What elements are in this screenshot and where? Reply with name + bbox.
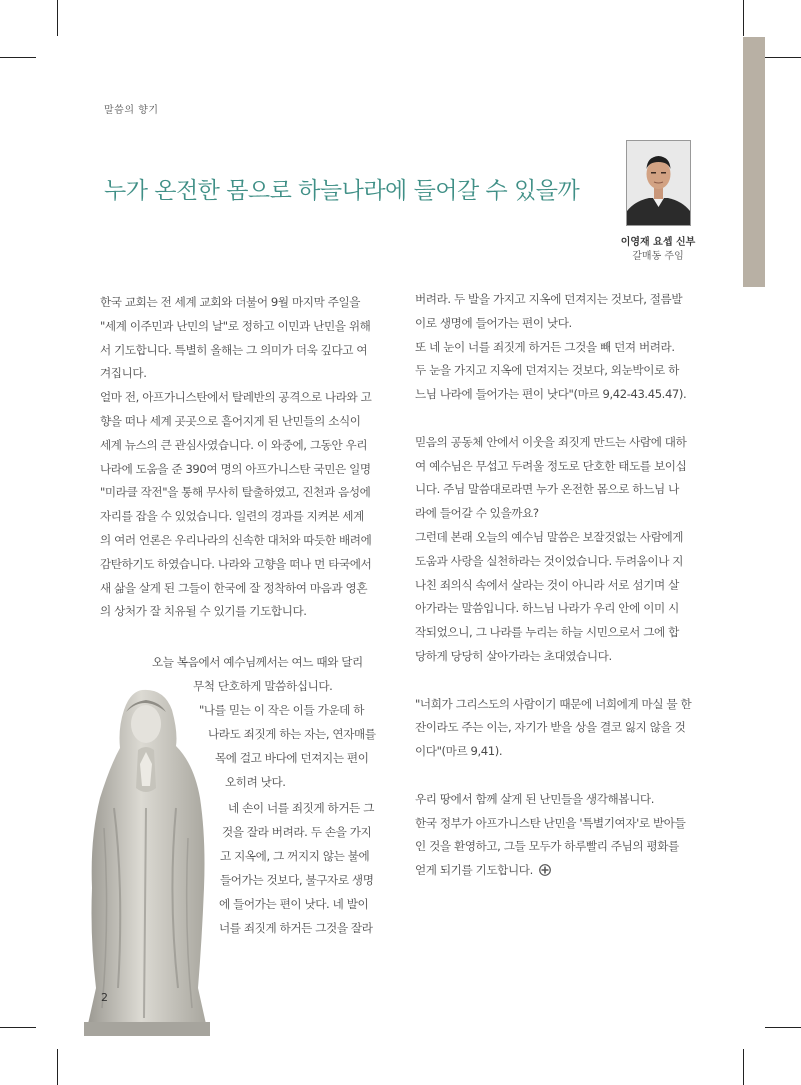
text-line: 한국 교회는 전 세계 교회와 더불어 9월 마지막 주일을 — [100, 295, 361, 309]
crop-mark — [765, 57, 801, 58]
text-line: 겨집니다. — [100, 366, 147, 381]
gospel-quote — [222, 821, 371, 845]
text-line: 고 지옥에, 그 꺼지지 않는 불에 — [220, 849, 370, 863]
text-line: 향을 떠나 세계 곳곳으로 흩어지게 된 난민들의 소식이 — [100, 413, 361, 428]
gospel-quote — [220, 845, 369, 869]
text-line: 새 삶을 살게 된 그들이 한국에 잘 정착하여 마음과 영혼 — [100, 580, 368, 595]
text-line: 한국 정부가 아프가니스탄 난민을 '특별기여자'로 받아들 — [415, 815, 686, 830]
text-line: 세계 뉴스의 큰 관심사였습니다. 이 와중에, 그동안 우리 — [100, 437, 368, 452]
text-line: 서 기도합니다. 특별히 올해는 그 의미가 더욱 깊다고 여 — [100, 342, 368, 357]
page-number: 2 — [101, 991, 108, 1004]
text-line: 도움과 사랑을 실천하라는 것이었습니다. 두려움이나 지 — [415, 553, 684, 568]
text-line: 목에 걸고 바다에 던져지는 편이 — [215, 751, 369, 765]
text-line: 나라도 죄짓게 하는 자는, 연자매를 — [208, 727, 376, 741]
text-line: 잔이라도 주는 이는, 자기가 받을 상을 결코 잃지 않을 것 — [415, 720, 686, 735]
text-line: 두 눈을 가지고 지옥에 던져지는 것보다, 외눈박이로 하 — [415, 363, 679, 378]
text-line: 의 상처가 잘 치유될 수 있기를 기도합니다. — [100, 604, 307, 619]
crop-mark — [0, 57, 36, 58]
text-line: 에 들어가는 편이 낫다. 네 발이 — [219, 897, 369, 911]
text-line — [415, 859, 705, 883]
text-line: 라에 들어갈 수 있을까요? — [415, 506, 539, 521]
crop-mark — [743, 0, 744, 36]
article-title: 누가 온전한 몸으로 하늘나라에 들어갈 수 있을까 — [104, 178, 580, 204]
text-line: 들어가는 것보다, 불구자로 생명 — [220, 873, 374, 887]
text-line: 우리 땅에서 함께 살게 된 난민들을 생각해봅니다. — [415, 791, 654, 806]
text-line: 믿음의 공동체 안에서 이웃을 죄짓게 만드는 사람에 대하 — [415, 434, 687, 449]
text-line: "세계 이주민과 난민의 날"로 정하고 이민과 난민을 위해 — [100, 318, 371, 333]
crop-mark — [743, 1049, 744, 1085]
text-line: 당하게 당당히 살아가라는 초대였습니다. — [415, 648, 612, 663]
text-line: "미라클 작전"을 통해 무사히 탈출하였고, 진천과 음성에 — [100, 485, 371, 500]
text-line: 것을 잘라 버려라. 두 손을 가지 — [222, 825, 372, 839]
gospel-quote — [199, 699, 364, 723]
gospel-quote — [228, 797, 374, 821]
text-line: 너를 죄짓게 하거든 그것을 잘라 — [219, 921, 373, 935]
text-line: 나라에 도움을 준 390여 명의 아프가니스탄 국민은 일명 — [100, 461, 371, 476]
text-line-content: 얻게 되기를 기도합니다. — [415, 863, 533, 878]
gospel-quote — [215, 747, 369, 771]
text-line: 여 예수님은 무섭고 두려울 정도로 단호한 태도를 보이십 — [415, 458, 687, 473]
crop-mark — [0, 1027, 36, 1028]
crop-mark — [57, 0, 58, 36]
section-label: 말씀의 향기 — [104, 105, 159, 116]
gospel-quote — [219, 917, 373, 941]
crop-mark — [57, 1049, 58, 1085]
text-line: 이다"(마르 9,41). — [415, 744, 503, 759]
gospel-quote — [208, 723, 376, 747]
paragraph-gap — [415, 669, 705, 693]
text-line: "너희가 그리스도의 사람이기 때문에 너희에게 마실 물 한 — [415, 696, 692, 711]
text-line: 인 것을 환영하고, 그들 모두가 하루빨리 주님의 평화를 — [415, 839, 679, 854]
text-line: 작되었으니, 그 나라를 누리는 하늘 시민으로서 그에 합 — [415, 625, 679, 640]
crop-mark — [765, 1027, 801, 1028]
right-column — [415, 288, 705, 883]
text-line: 자리를 잡을 수 있었습니다. 일련의 경과를 지켜본 세계 — [100, 509, 364, 524]
text-line: 의 여러 언론은 우리나라의 신속한 대처와 따듯한 배려에 — [100, 532, 372, 547]
page-edge-tab — [743, 37, 765, 287]
text-line: 아가라는 말씀입니다. 하느님 나라가 우리 안에 이미 시 — [415, 601, 679, 616]
text-line: 느님 나라에 들어가는 편이 낫다"(마르 9,42-43.45.47). — [415, 387, 687, 402]
text-line: 그런데 본래 오늘의 예수님 말씀은 보잘것없는 사람에게 — [415, 529, 684, 544]
text-line: 나친 죄의식 속에서 살라는 것이 아니라 서로 섬기며 살 — [415, 577, 679, 592]
text-line: 이로 생명에 들어가는 편이 낫다. — [415, 315, 572, 330]
text-line: 무척 단호하게 말씀하십니다. — [193, 679, 333, 693]
gospel-intro — [152, 651, 363, 675]
gospel-quote — [225, 771, 286, 795]
author-photo — [626, 140, 691, 226]
text-line: 네 손이 너를 죄짓게 하거든 그 — [228, 801, 375, 815]
virgin-mary-statue-icon — [84, 688, 210, 1036]
text-line: 감탄하기도 하였습니다. 나라와 고향을 떠나 먼 타국에서 — [100, 556, 372, 571]
author-name: 이영재 요셉 신부 — [620, 237, 696, 248]
text-line: 버려라. 두 발을 가지고 지옥에 던져지는 것보다, 절름발 — [415, 292, 683, 306]
text-line: "나를 믿는 이 작은 이들 가운데 하 — [199, 703, 365, 717]
author-role: 갈매동 주임 — [632, 251, 684, 262]
gospel-intro — [193, 675, 332, 699]
left-column — [100, 291, 390, 624]
text-line: 오히려 낫다. — [225, 775, 286, 789]
gospel-quote — [219, 893, 368, 917]
text-line: 니다. 주님 말씀대로라면 누가 온전한 몸으로 하느님 나 — [415, 482, 679, 497]
text-line: 또 네 눈이 너를 죄짓게 하거든 그것을 빼 던져 버려라. — [415, 339, 675, 354]
paragraph-gap — [415, 407, 705, 431]
paragraph-gap — [415, 764, 705, 788]
text-line: 얼마 전, 아프가니스탄에서 탈레반의 공격으로 나라와 고 — [100, 390, 372, 405]
cross-circle-icon — [539, 864, 551, 876]
gospel-quote — [220, 869, 374, 893]
priest-portrait-icon — [627, 141, 690, 225]
text-line: 오늘 복음에서 예수님께서는 여느 때와 달리 — [152, 655, 363, 669]
